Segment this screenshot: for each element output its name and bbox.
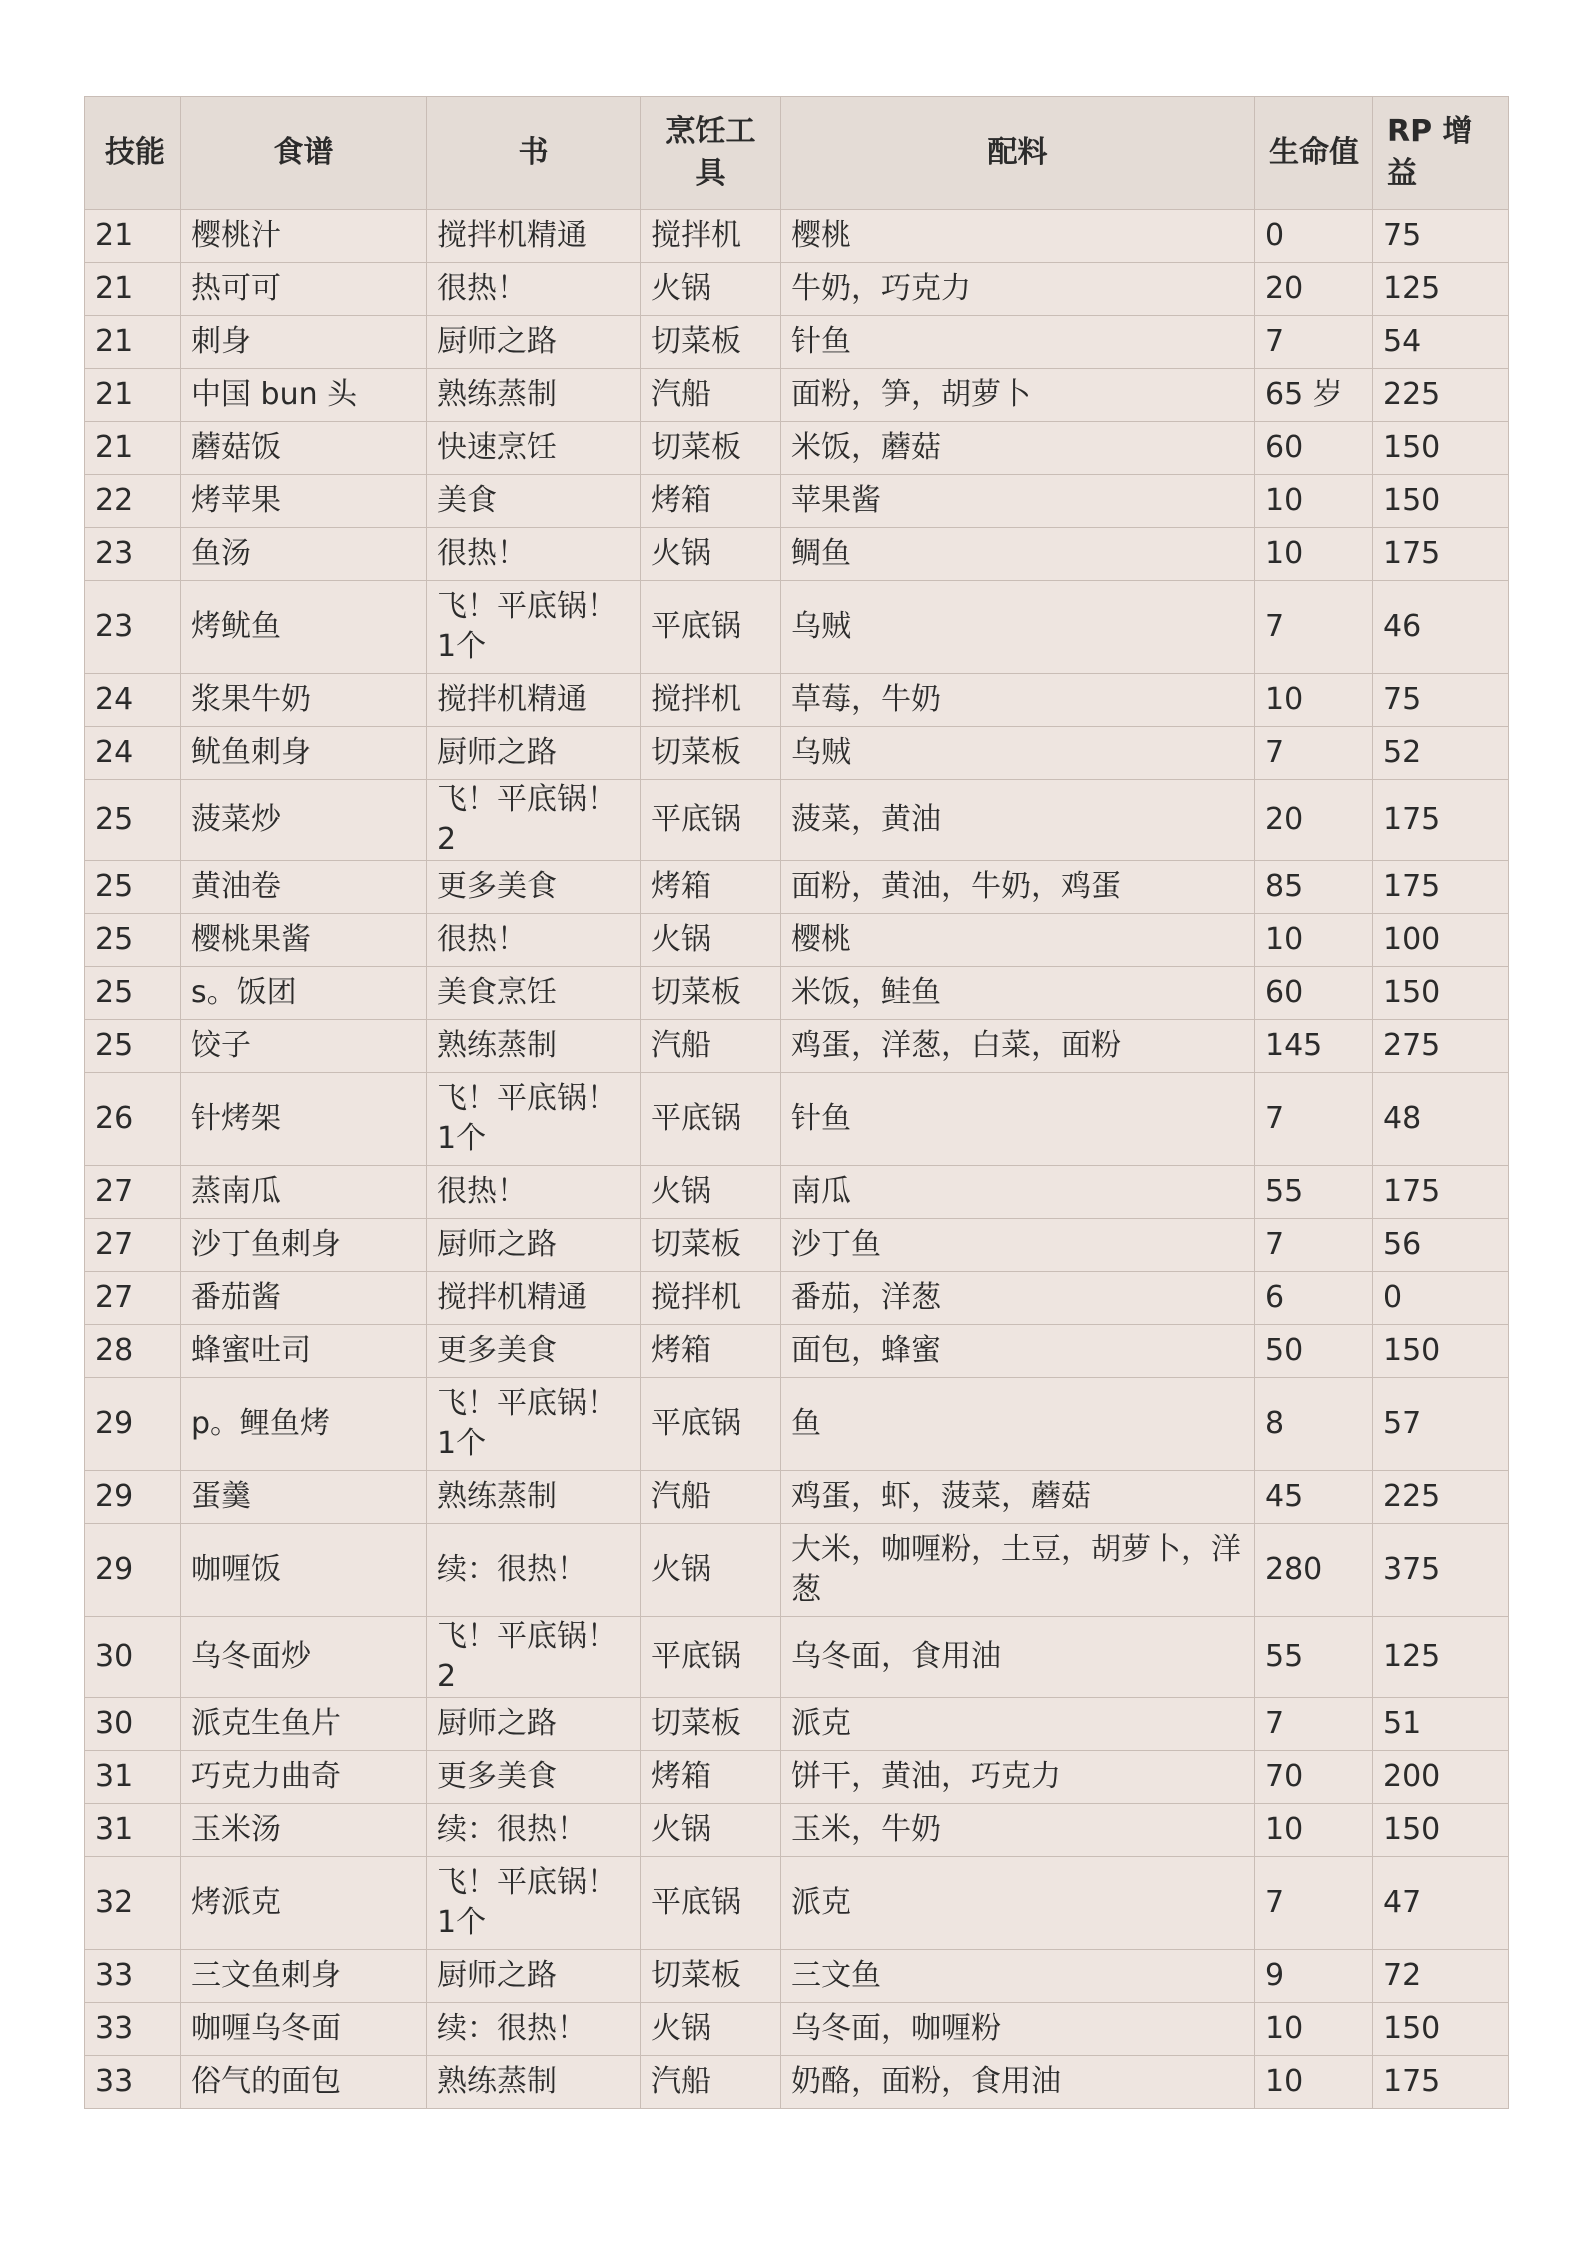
cell-rp: 47 [1373,1857,1509,1950]
cell-recipe: 俗气的面包 [181,2056,427,2109]
recipe-table [84,96,1509,2109]
cell-book: 续：很热！ [427,1524,641,1617]
table-row [85,1471,1509,1524]
cell-tool: 切菜板 [641,1950,781,2003]
cell-ingredients: 鲷鱼 [781,528,1255,581]
header-rp: RP 增益 [1373,97,1509,210]
cell-tool: 火锅 [641,2003,781,2056]
cell-recipe: 鱼汤 [181,528,427,581]
cell-recipe: 咖喱饭 [181,1524,427,1617]
cell-skill: 22 [85,475,181,528]
cell-tool: 汽船 [641,1471,781,1524]
cell-hp: 10 [1255,1804,1373,1857]
table-body [85,210,1509,2109]
cell-tool: 汽船 [641,2056,781,2109]
cell-rp: 48 [1373,1073,1509,1166]
table-row [85,1804,1509,1857]
cell-recipe: 饺子 [181,1020,427,1073]
cell-tool: 火锅 [641,914,781,967]
table-row [85,1073,1509,1166]
cell-recipe: 黄油卷 [181,861,427,914]
cell-skill: 25 [85,861,181,914]
cell-skill: 21 [85,369,181,422]
cell-book: 熟练蒸制 [427,2056,641,2109]
cell-recipe: 樱桃果酱 [181,914,427,967]
cell-book: 飞！平底锅！2 [427,780,641,861]
cell-recipe: 番茄酱 [181,1272,427,1325]
cell-recipe: 鱿鱼刺身 [181,727,427,780]
cell-rp: 75 [1373,210,1509,263]
cell-recipe: 蛋羹 [181,1471,427,1524]
cell-hp: 70 [1255,1751,1373,1804]
cell-recipe: 玉米汤 [181,1804,427,1857]
cell-book: 快速烹饪 [427,422,641,475]
cell-rp: 175 [1373,780,1509,861]
cell-book: 飞！平底锅！1个 [427,581,641,674]
cell-ingredients: 针鱼 [781,1073,1255,1166]
cell-rp: 75 [1373,674,1509,727]
cell-book: 搅拌机精通 [427,210,641,263]
cell-rp: 275 [1373,1020,1509,1073]
cell-rp: 150 [1373,967,1509,1020]
cell-hp: 55 [1255,1617,1373,1698]
table-row [85,1166,1509,1219]
cell-tool: 切菜板 [641,967,781,1020]
cell-book: 很热！ [427,1166,641,1219]
cell-hp: 60 [1255,967,1373,1020]
cell-recipe: s。饭团 [181,967,427,1020]
cell-tool: 火锅 [641,1166,781,1219]
cell-ingredients: 牛奶，巧克力 [781,263,1255,316]
cell-rp: 175 [1373,2056,1509,2109]
cell-recipe: 刺身 [181,316,427,369]
cell-rp: 46 [1373,581,1509,674]
cell-book: 厨师之路 [427,727,641,780]
cell-recipe: 巧克力曲奇 [181,1751,427,1804]
cell-recipe: 蘑菇饭 [181,422,427,475]
cell-rp: 175 [1373,861,1509,914]
cell-book: 飞！平底锅！1个 [427,1073,641,1166]
cell-tool: 烤箱 [641,475,781,528]
cell-ingredients: 针鱼 [781,316,1255,369]
cell-hp: 10 [1255,674,1373,727]
header-hp: 生命值 [1255,97,1373,210]
cell-rp: 56 [1373,1219,1509,1272]
cell-ingredients: 奶酪，面粉，食用油 [781,2056,1255,2109]
cell-hp: 10 [1255,528,1373,581]
cell-book: 续：很热！ [427,1804,641,1857]
cell-hp: 7 [1255,727,1373,780]
cell-book: 很热！ [427,914,641,967]
cell-hp: 8 [1255,1378,1373,1471]
cell-skill: 29 [85,1378,181,1471]
table-row [85,210,1509,263]
cell-tool: 搅拌机 [641,1272,781,1325]
table-row [85,1617,1509,1698]
cell-skill: 33 [85,1950,181,2003]
cell-ingredients: 米饭，鲑鱼 [781,967,1255,1020]
cell-ingredients: 乌冬面，食用油 [781,1617,1255,1698]
cell-book: 很热！ [427,528,641,581]
cell-ingredients: 乌冬面，咖喱粉 [781,2003,1255,2056]
cell-ingredients: 鱼 [781,1378,1255,1471]
cell-hp: 55 [1255,1166,1373,1219]
cell-tool: 平底锅 [641,581,781,674]
cell-ingredients: 南瓜 [781,1166,1255,1219]
cell-book: 飞！平底锅！1个 [427,1857,641,1950]
cell-skill: 25 [85,967,181,1020]
cell-ingredients: 玉米，牛奶 [781,1804,1255,1857]
cell-hp: 6 [1255,1272,1373,1325]
cell-tool: 火锅 [641,528,781,581]
cell-ingredients: 面包，蜂蜜 [781,1325,1255,1378]
cell-hp: 145 [1255,1020,1373,1073]
cell-recipe: 菠菜炒 [181,780,427,861]
cell-hp: 10 [1255,2056,1373,2109]
cell-hp: 20 [1255,780,1373,861]
cell-hp: 10 [1255,2003,1373,2056]
cell-recipe: 沙丁鱼刺身 [181,1219,427,1272]
cell-ingredients: 乌贼 [781,581,1255,674]
cell-tool: 搅拌机 [641,674,781,727]
table-row [85,2056,1509,2109]
cell-tool: 火锅 [641,1524,781,1617]
cell-recipe: 热可可 [181,263,427,316]
cell-tool: 平底锅 [641,1378,781,1471]
cell-skill: 23 [85,528,181,581]
cell-skill: 32 [85,1857,181,1950]
cell-skill: 23 [85,581,181,674]
cell-rp: 52 [1373,727,1509,780]
cell-tool: 切菜板 [641,422,781,475]
table-row [85,369,1509,422]
header-tool: 烹饪工具 [641,97,781,210]
cell-skill: 21 [85,316,181,369]
cell-rp: 150 [1373,1325,1509,1378]
cell-book: 更多美食 [427,861,641,914]
cell-hp: 9 [1255,1950,1373,2003]
cell-book: 熟练蒸制 [427,1020,641,1073]
header-skill: 技能 [85,97,181,210]
cell-tool: 火锅 [641,1804,781,1857]
cell-hp: 7 [1255,1698,1373,1751]
cell-hp: 7 [1255,581,1373,674]
cell-skill: 29 [85,1471,181,1524]
cell-skill: 21 [85,422,181,475]
cell-skill: 27 [85,1166,181,1219]
cell-rp: 51 [1373,1698,1509,1751]
cell-skill: 28 [85,1325,181,1378]
cell-hp: 0 [1255,210,1373,263]
cell-book: 厨师之路 [427,1698,641,1751]
cell-rp: 375 [1373,1524,1509,1617]
cell-recipe: 咖喱乌冬面 [181,2003,427,2056]
cell-rp: 0 [1373,1272,1509,1325]
table-row [85,528,1509,581]
header-ingredients: 配料 [781,97,1255,210]
table-row [85,780,1509,861]
cell-rp: 225 [1373,1471,1509,1524]
cell-hp: 10 [1255,475,1373,528]
cell-book: 厨师之路 [427,1950,641,2003]
cell-skill: 27 [85,1219,181,1272]
table-row [85,1698,1509,1751]
cell-recipe: 烤鱿鱼 [181,581,427,674]
cell-skill: 29 [85,1524,181,1617]
table-row [85,1857,1509,1950]
cell-rp: 150 [1373,475,1509,528]
cell-skill: 21 [85,263,181,316]
cell-hp: 20 [1255,263,1373,316]
cell-tool: 平底锅 [641,1073,781,1166]
cell-book: 很热！ [427,263,641,316]
cell-rp: 225 [1373,369,1509,422]
cell-hp: 65 岁 [1255,369,1373,422]
cell-book: 熟练蒸制 [427,1471,641,1524]
cell-hp: 10 [1255,914,1373,967]
table-row [85,475,1509,528]
cell-book: 续：很热！ [427,2003,641,2056]
cell-tool: 平底锅 [641,1617,781,1698]
cell-book: 厨师之路 [427,316,641,369]
cell-hp: 45 [1255,1471,1373,1524]
cell-recipe: 樱桃汁 [181,210,427,263]
table-row [85,2003,1509,2056]
cell-rp: 150 [1373,1804,1509,1857]
table-row [85,316,1509,369]
cell-skill: 24 [85,674,181,727]
cell-ingredients: 面粉，笋，胡萝卜 [781,369,1255,422]
cell-ingredients: 樱桃 [781,210,1255,263]
cell-recipe: 中国 bun 头 [181,369,427,422]
cell-ingredients: 番茄，洋葱 [781,1272,1255,1325]
cell-skill: 25 [85,914,181,967]
table-row [85,1950,1509,2003]
table-row [85,1020,1509,1073]
cell-rp: 150 [1373,2003,1509,2056]
cell-book: 搅拌机精通 [427,1272,641,1325]
cell-recipe: 乌冬面炒 [181,1617,427,1698]
cell-tool: 平底锅 [641,1857,781,1950]
table-row [85,967,1509,1020]
cell-book: 美食烹饪 [427,967,641,1020]
cell-skill: 33 [85,2056,181,2109]
header-recipe: 食谱 [181,97,427,210]
cell-ingredients: 苹果酱 [781,475,1255,528]
cell-skill: 25 [85,1020,181,1073]
cell-ingredients: 大米，咖喱粉，土豆，胡萝卜，洋葱 [781,1524,1255,1617]
cell-ingredients: 菠菜，黄油 [781,780,1255,861]
cell-tool: 火锅 [641,263,781,316]
cell-skill: 33 [85,2003,181,2056]
cell-rp: 125 [1373,263,1509,316]
table-row [85,581,1509,674]
table-row [85,1751,1509,1804]
cell-skill: 27 [85,1272,181,1325]
table-row [85,1325,1509,1378]
cell-hp: 7 [1255,1219,1373,1272]
table-row [85,1219,1509,1272]
cell-recipe: 三文鱼刺身 [181,1950,427,2003]
table-row [85,1272,1509,1325]
cell-rp: 200 [1373,1751,1509,1804]
table-row [85,263,1509,316]
cell-book: 厨师之路 [427,1219,641,1272]
table-row [85,914,1509,967]
cell-tool: 切菜板 [641,1219,781,1272]
cell-skill: 21 [85,210,181,263]
cell-ingredients: 鸡蛋，虾，菠菜，蘑菇 [781,1471,1255,1524]
cell-book: 更多美食 [427,1325,641,1378]
cell-hp: 7 [1255,1073,1373,1166]
cell-skill: 24 [85,727,181,780]
cell-ingredients: 草莓，牛奶 [781,674,1255,727]
cell-rp: 54 [1373,316,1509,369]
cell-ingredients: 派克 [781,1698,1255,1751]
cell-recipe: 浆果牛奶 [181,674,427,727]
cell-ingredients: 乌贼 [781,727,1255,780]
table-row [85,674,1509,727]
cell-tool: 切菜板 [641,727,781,780]
cell-recipe: 蜂蜜吐司 [181,1325,427,1378]
cell-book: 飞！平底锅！1个 [427,1378,641,1471]
cell-skill: 31 [85,1804,181,1857]
cell-recipe: p。鲤鱼烤 [181,1378,427,1471]
cell-ingredients: 米饭，蘑菇 [781,422,1255,475]
cell-skill: 25 [85,780,181,861]
cell-ingredients: 樱桃 [781,914,1255,967]
cell-recipe: 烤苹果 [181,475,427,528]
table-row [85,1524,1509,1617]
cell-hp: 85 [1255,861,1373,914]
cell-recipe: 针烤架 [181,1073,427,1166]
cell-book: 熟练蒸制 [427,369,641,422]
cell-hp: 60 [1255,422,1373,475]
table-row [85,1378,1509,1471]
cell-recipe: 派克生鱼片 [181,1698,427,1751]
cell-rp: 175 [1373,1166,1509,1219]
cell-hp: 7 [1255,316,1373,369]
header-book: 书 [427,97,641,210]
cell-ingredients: 派克 [781,1857,1255,1950]
cell-rp: 125 [1373,1617,1509,1698]
table-row [85,422,1509,475]
cell-book: 飞！平底锅！2 [427,1617,641,1698]
cell-ingredients: 饼干，黄油，巧克力 [781,1751,1255,1804]
cell-skill: 26 [85,1073,181,1166]
cell-tool: 平底锅 [641,780,781,861]
table-row [85,727,1509,780]
cell-rp: 57 [1373,1378,1509,1471]
cell-tool: 汽船 [641,369,781,422]
cell-hp: 280 [1255,1524,1373,1617]
cell-book: 搅拌机精通 [427,674,641,727]
cell-tool: 汽船 [641,1020,781,1073]
cell-rp: 100 [1373,914,1509,967]
cell-book: 更多美食 [427,1751,641,1804]
cell-book: 美食 [427,475,641,528]
cell-tool: 烤箱 [641,1325,781,1378]
cell-ingredients: 鸡蛋，洋葱，白菜，面粉 [781,1020,1255,1073]
cell-ingredients: 面粉，黄油，牛奶，鸡蛋 [781,861,1255,914]
cell-tool: 切菜板 [641,316,781,369]
cell-ingredients: 三文鱼 [781,1950,1255,2003]
cell-recipe: 蒸南瓜 [181,1166,427,1219]
cell-rp: 150 [1373,422,1509,475]
cell-tool: 搅拌机 [641,210,781,263]
cell-skill: 30 [85,1617,181,1698]
cell-tool: 烤箱 [641,861,781,914]
cell-skill: 30 [85,1698,181,1751]
cell-rp: 175 [1373,528,1509,581]
cell-tool: 切菜板 [641,1698,781,1751]
cell-hp: 7 [1255,1857,1373,1950]
table-row [85,861,1509,914]
header-row [85,97,1509,210]
cell-recipe: 烤派克 [181,1857,427,1950]
cell-tool: 烤箱 [641,1751,781,1804]
cell-ingredients: 沙丁鱼 [781,1219,1255,1272]
cell-skill: 31 [85,1751,181,1804]
cell-hp: 50 [1255,1325,1373,1378]
cell-rp: 72 [1373,1950,1509,2003]
